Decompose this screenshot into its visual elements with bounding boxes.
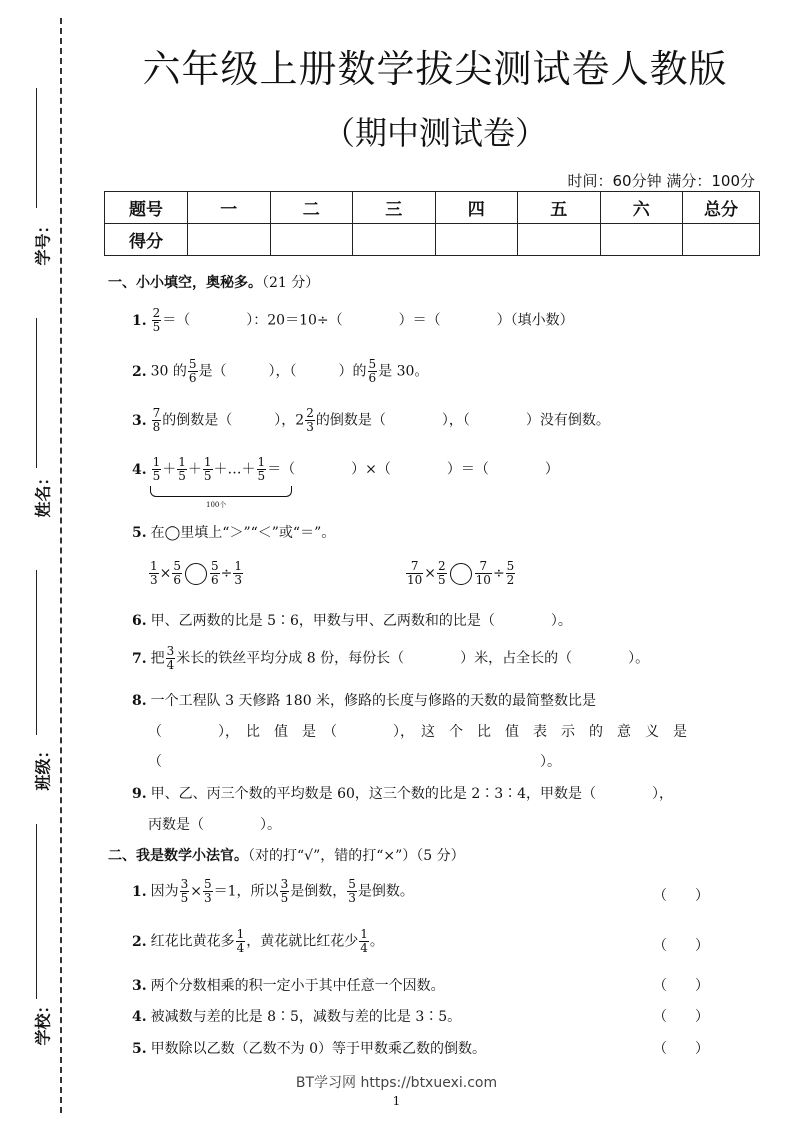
side-school-field: [8, 810, 52, 1050]
fraction: $\frac{3}{5}$: [180, 877, 189, 905]
question-5: [132, 522, 335, 542]
question-text: 甲数除以乙数（乙数不为 0）等于甲数乘乙数的倒数。: [150, 1041, 486, 1057]
side-class-field: [8, 560, 52, 790]
question-number: 3.: [132, 978, 147, 994]
section-2-title: 二、我是数学小法官。: [108, 848, 248, 864]
question-7: [132, 645, 649, 672]
question-text: 在◯里填上“＞”“＜”或“＝”。: [150, 525, 336, 541]
section-1-heading: [108, 272, 319, 292]
side-id-field: [8, 60, 52, 280]
side-label-name: 姓名：: [33, 469, 53, 518]
section-2-points: （对的打“√”，错的打“×”）（5 分）: [248, 848, 465, 864]
question-1: [132, 307, 574, 334]
page-subtitle: （期中测试卷）: [322, 114, 547, 152]
fraction: $\frac{3}{4}$: [166, 644, 175, 672]
question-text: 甲、乙、丙三个数的平均数是 60，这三个数的比是 2∶3∶4，甲数是（ ），: [150, 786, 674, 802]
judge-4: [132, 1006, 461, 1026]
question-number: 5.: [132, 525, 147, 541]
fraction: $\frac{5}{6}$: [188, 357, 197, 385]
compare-circle[interactable]: [450, 563, 472, 585]
fraction: $\frac{5}{2}$: [506, 559, 515, 587]
fraction: $\frac{2}{5}$: [438, 559, 446, 587]
fraction: $\frac{5}{3}$: [348, 877, 356, 905]
answer-paren[interactable]: （ ）: [653, 938, 709, 954]
answer-paren[interactable]: （ ）: [653, 1041, 709, 1057]
score-table: [104, 191, 760, 256]
question-number: 2.: [132, 933, 147, 950]
side-label-school: 学校：: [33, 997, 53, 1046]
fraction: $\frac{1}{3}$: [150, 559, 158, 587]
score-header-cell: 总分: [683, 192, 760, 224]
question-text: 一个工程队 3 天修路 180 米，修路的长度与修路的天数的最简整数比是: [150, 693, 597, 709]
score-header-cell: 四: [435, 192, 518, 224]
score-header-cell: 三: [353, 192, 436, 224]
fraction: $\frac{2}{3}$: [306, 406, 314, 434]
question-9-line-2: 丙数是（ ）。: [148, 817, 281, 833]
compare-circle[interactable]: [185, 563, 207, 585]
question-number: 1.: [132, 312, 147, 329]
question-number: 2.: [132, 363, 147, 380]
question-number: 9.: [132, 786, 147, 802]
side-label-class: 班级：: [33, 742, 53, 791]
question-text: 是 30。: [378, 363, 429, 380]
score-input-cell[interactable]: [270, 224, 353, 256]
question-text: 米长的铁丝平均分成 8 份，每份长（ ）米，占全长的（ ）。: [176, 650, 650, 667]
question-8-line-2: （ ）， 比 值 是 （ ）， 这 个 比 值 表 示 的 意 义 是: [148, 724, 687, 740]
binding-dashed-line: [60, 18, 62, 1113]
page-number: 1: [392, 1094, 401, 1108]
score-input-cell[interactable]: [435, 224, 518, 256]
question-number: 3.: [132, 412, 147, 429]
ellipsis: ＋…＋: [213, 461, 256, 478]
question-text: 甲、乙两数的比是 5∶6，甲数与甲、乙两数和的比是（ ）。: [150, 613, 572, 629]
fraction: $\frac{5}{6}$: [211, 559, 219, 587]
question-8-line-3: （ ）。: [148, 754, 561, 770]
fraction: $\frac{1}{4}$: [236, 927, 245, 955]
score-header-cell: 五: [518, 192, 601, 224]
score-row-label: 得分: [105, 224, 188, 256]
page-title: 六年级上册数学拔尖测试卷人教版: [142, 47, 728, 91]
fraction: $\frac{3}{5}$: [280, 877, 289, 905]
question-4: 4. $\frac{1}{5}$ ＋ $\frac{1}{5}$ ＋ $\frac{1}{5}$ ＋…＋ $\frac{1}{5}$ ＝（ ）×（ ）＝（ ）: [132, 455, 559, 483]
score-input-cell[interactable]: [188, 224, 271, 256]
fraction: $\frac{7}{10}$: [475, 559, 491, 587]
question-text: ，黄花就比红花少: [246, 933, 359, 950]
footer-watermark: BT学习网 https://btxuexi.com: [295, 1075, 498, 1091]
fraction: $\frac{5}{6}$: [173, 559, 182, 587]
question-6: [132, 610, 572, 630]
question-text: 的倒数是（ ），（ ）没有倒数。: [315, 412, 610, 429]
score-input-cell[interactable]: [518, 224, 601, 256]
time-info: 时间：60分钟 满分：100分: [567, 172, 755, 190]
question-text: ＝1，所以: [213, 883, 279, 900]
question-number: 6.: [132, 613, 147, 629]
underbrace-label: 100个: [206, 501, 227, 509]
question-text: 。: [369, 933, 384, 950]
question-number: 8.: [132, 693, 147, 709]
score-table-header-row: [105, 192, 760, 224]
question-text: 是倒数。: [357, 883, 414, 900]
fraction: $\frac{5}{3}$: [204, 877, 212, 905]
fraction: $\frac{1}{5}$: [203, 455, 212, 483]
question-8: [132, 690, 596, 710]
question-5-compare-b: $\frac{7}{10}$ × $\frac{2}{5}$ $\frac{7}{10}$ ÷ $\frac{5}{2}$: [407, 559, 515, 587]
underbrace: [150, 486, 292, 497]
fraction: $\frac{5}{6}$: [368, 357, 377, 385]
score-input-cell[interactable]: [683, 224, 760, 256]
question-number: 7.: [132, 650, 147, 667]
fraction: $\frac{1}{3}$: [234, 559, 243, 587]
judge-2: [132, 928, 384, 955]
question-text: 红花比黄花多: [150, 933, 235, 950]
question-text: 被减数与差的比是 8∶5，减数与差的比是 3∶5。: [150, 1009, 462, 1025]
question-3: [132, 407, 610, 434]
section-2-heading: [108, 845, 465, 865]
question-number: 5.: [132, 1041, 147, 1057]
question-text: ＝（ ）×（ ）＝（ ）: [267, 461, 559, 478]
fraction: $\frac{7}{8}$: [152, 406, 161, 434]
question-2: [132, 358, 428, 385]
judge-1: 1. 因为 $\frac{3}{5}$ × $\frac{5}{3}$ ＝1，所以 $\frac{3}{5}$ 是倒数， $\frac{5}{3}$ 是倒数。: [132, 877, 414, 905]
question-text: 是（ ），（ ）的: [198, 363, 367, 380]
fraction: $\frac{7}{10}$: [407, 559, 423, 587]
score-input-cell[interactable]: [600, 224, 683, 256]
score-header-cell: 六: [600, 192, 683, 224]
answer-paren[interactable]: （ ）: [653, 978, 709, 994]
fraction: $\frac{1}{5}$: [257, 455, 266, 483]
question-text: 把: [150, 650, 165, 667]
score-input-cell[interactable]: [353, 224, 436, 256]
question-text: ＝（ ）：20＝10÷（ ）＝（ ）（填小数）: [162, 312, 574, 329]
answer-paren[interactable]: （ ）: [653, 888, 709, 904]
score-header-cell: 题号: [105, 192, 188, 224]
score-header-cell: 一: [188, 192, 271, 224]
question-text: 的倒数是（ ），2: [162, 412, 305, 429]
question-9: [132, 783, 673, 803]
question-number: 4.: [132, 1009, 147, 1025]
side-label-id: 学号：: [33, 217, 53, 266]
question-text: 30 的: [150, 363, 187, 380]
fraction: $\frac{1}{5}$: [178, 455, 186, 483]
side-name-field: [8, 300, 52, 530]
section-1-title: 一、小小填空，奥秘多。: [108, 275, 262, 291]
fraction: $\frac{2}{5}$: [152, 306, 161, 334]
fraction: $\frac{1}{4}$: [360, 927, 368, 955]
question-text: 两个分数相乘的积一定小于其中任意一个因数。: [150, 978, 445, 994]
section-1-points: （21 分）: [262, 275, 320, 291]
answer-paren[interactable]: （ ）: [653, 1009, 709, 1025]
question-text: 是倒数，: [290, 883, 347, 900]
fraction: $\frac{1}{5}$: [152, 455, 161, 483]
score-table-score-row: [105, 224, 760, 256]
judge-3: [132, 975, 445, 995]
judge-5: [132, 1038, 486, 1058]
question-number: 4.: [132, 461, 147, 478]
question-text: 因为: [150, 883, 179, 900]
score-header-cell: 二: [270, 192, 353, 224]
question-number: 1.: [132, 883, 147, 900]
question-5-compare-a: $\frac{1}{3}$ × $\frac{5}{6}$ $\frac{5}{6}$ ÷ $\frac{1}{3}$: [150, 559, 243, 587]
